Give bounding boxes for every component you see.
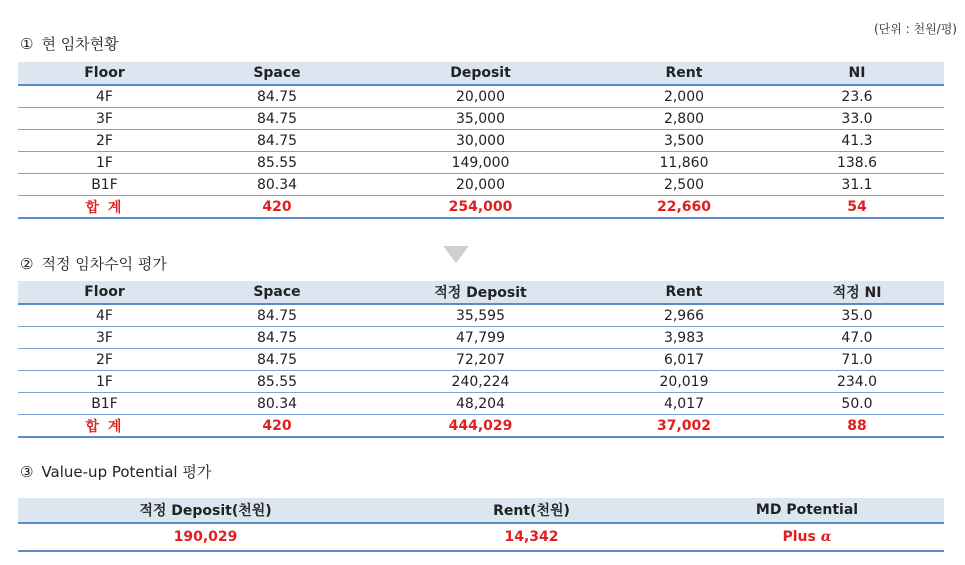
section2-number: ② [20,255,34,273]
total-cell: 420 [191,196,363,219]
cell: 4F [18,304,191,327]
cell: B1F [18,174,191,196]
header-cell: 적정 Deposit(천원) [18,498,393,523]
table-row [18,349,944,371]
cell: 35,595 [363,304,598,327]
cell: 35.0 [770,304,944,327]
table-row [18,130,944,152]
cell: 48,204 [363,393,598,415]
header-cell: Space [191,281,363,304]
header-cell: Rent [598,62,770,85]
total-cell: 54 [770,196,944,219]
down-arrow-icon [443,246,469,263]
total-row [18,196,944,219]
cell: 3,500 [598,130,770,152]
cell: 20,000 [363,174,598,196]
section1-title-text: 현 임차현황 [41,35,119,53]
section3-number: ③ [20,463,34,481]
table-row [18,327,944,349]
header-cell: MD Potential [670,498,944,523]
total-label: 합 계 [18,196,191,219]
cell: 30,000 [363,130,598,152]
cell: 2,000 [598,85,770,108]
cell: 6,017 [598,349,770,371]
cell: 31.1 [770,174,944,196]
cell: 240,224 [363,371,598,393]
value-up-table [18,498,944,552]
cell: 3F [18,108,191,130]
total-cell: 37,002 [598,415,770,438]
section3-title [20,461,211,482]
cell: 149,000 [363,152,598,174]
cell: 80.34 [191,393,363,415]
cell: 2,966 [598,304,770,327]
section1-title [20,33,119,54]
total-cell: 444,029 [363,415,598,438]
cell: 2,500 [598,174,770,196]
current-lease-table [18,62,944,219]
cell: 35,000 [363,108,598,130]
cell: 41.3 [770,130,944,152]
header-cell: Floor [18,281,191,304]
unit-note: (단위 : 천원/평) [873,22,957,36]
cell: 71.0 [770,349,944,371]
total-label: 합 계 [18,415,191,438]
cell: 50.0 [770,393,944,415]
cell: 84.75 [191,108,363,130]
cell: 1F [18,152,191,174]
total-cell: 254,000 [363,196,598,219]
cell: 138.6 [770,152,944,174]
cell: 4,017 [598,393,770,415]
table-row [18,108,944,130]
header-cell: Deposit [363,62,598,85]
header-cell: Rent [598,281,770,304]
cell: 47.0 [770,327,944,349]
table-row [18,152,944,174]
total-cell: 22,660 [598,196,770,219]
cell: 20,019 [598,371,770,393]
cell: 2F [18,130,191,152]
table-header-row [18,281,944,304]
total-cell: 88 [770,415,944,438]
section2-title [20,253,167,274]
rent-value: 14,342 [393,523,670,551]
cell: 1F [18,371,191,393]
header-cell: Rent(천원) [393,498,670,523]
deposit-value: 190,029 [18,523,393,551]
md-potential-text: Plus [782,529,816,545]
cell: 80.34 [191,174,363,196]
cell: 84.75 [191,349,363,371]
cell: 11,860 [598,152,770,174]
table-row [18,174,944,196]
cell: 2F [18,349,191,371]
table-header-row [18,498,944,523]
header-cell: Floor [18,62,191,85]
cell: 3,983 [598,327,770,349]
cell: 85.55 [191,152,363,174]
cell: 20,000 [363,85,598,108]
table-row [18,393,944,415]
header-cell: 적정 NI [770,281,944,304]
cell: 85.55 [191,371,363,393]
header-cell: NI [770,62,944,85]
cell: 33.0 [770,108,944,130]
section2-title-text: 적정 임차수익 평가 [41,255,167,273]
cell: 84.75 [191,304,363,327]
cell: 3F [18,327,191,349]
table-row [18,523,944,551]
total-cell: 420 [191,415,363,438]
cell: 4F [18,85,191,108]
header-cell: Space [191,62,363,85]
cell: B1F [18,393,191,415]
table-row [18,371,944,393]
cell: 84.75 [191,85,363,108]
table-row [18,85,944,108]
table-header-row [18,62,944,85]
section1-number: ① [20,35,34,53]
alpha-symbol: α [820,529,832,545]
cell: 23.6 [770,85,944,108]
cell: 84.75 [191,327,363,349]
appropriate-lease-table [18,281,944,438]
table-row [18,304,944,327]
cell: 72,207 [363,349,598,371]
cell: 84.75 [191,130,363,152]
header-cell: 적정 Deposit [363,281,598,304]
total-row [18,415,944,438]
cell: 47,799 [363,327,598,349]
cell: 2,800 [598,108,770,130]
section3-title-text: Value-up Potential 평가 [41,463,212,481]
cell: 234.0 [770,371,944,393]
md-potential-value [670,523,944,551]
